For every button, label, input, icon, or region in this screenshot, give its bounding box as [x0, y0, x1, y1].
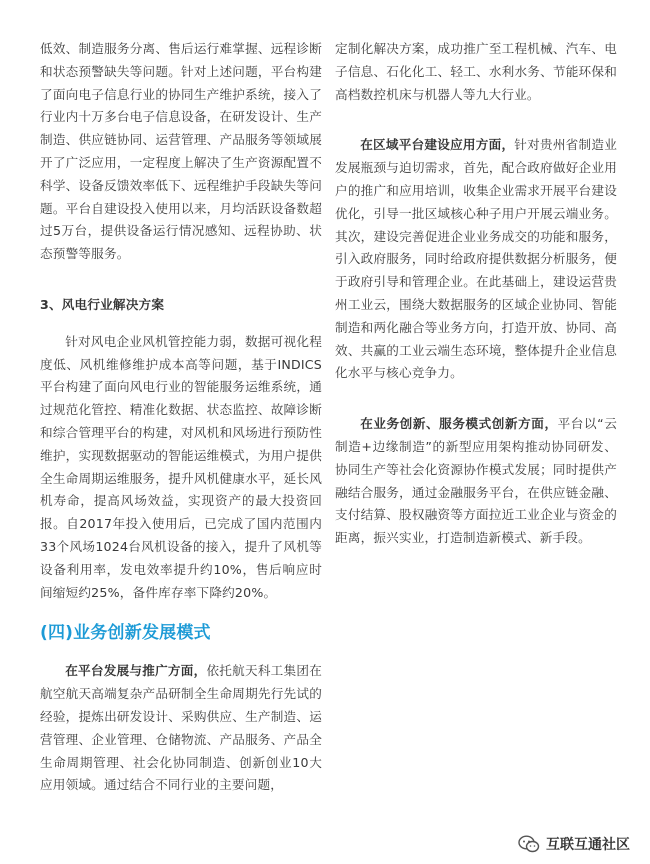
paragraph-platform-promotion: [40, 660, 322, 797]
text-regional-platform: 针对贵州省制造业发展瓶颈与迫切需求，首先，配合政府做好企业用户的推广和应用培训，收集企业需求开展平台建设优化，引导一批区域核心种子用户开展云端业务。其次，建设完善促进企业业务成交的功能和服务，引入政府服务，同时给政府提供数据分析服务，便于政府引导和管理企业。在此基础上，建设运营贵州工业云，围绕大数据服务的区域企业协同、智能制造和两化融合等业务方向，打造开放、协同、高效、共赢的工业云端生态环境，整体提升企业信息化水平与核心竞争力。: [335, 137, 617, 381]
paragraph-wind-power: 针对风电企业风机管控能力弱，数据可视化程度低、风机维修维护成本高等问题，基于INDICS平台构建了面向风电行业的智能服务运维系统，通过规范化管控、精准化数据、状态监控、故障诊断和综合管理平台的构建，对风机和风场进行预防性维护，实现数据驱动的智能运维模式，为用户提供全生命周期运维服务，提升风机健康水平，延长风机寿命，提高风场效益，实现资产的最大投资回报。自2017年投入使用后，已完成了国内范围内33个风场1024台风机设备的接入，提升了风机等设备利用率，发电效率提升约10%，售后响应时间缩短约25%，备件库存率下降约20%。: [40, 333, 322, 600]
footer-watermark: [518, 834, 630, 854]
lead-regional-platform: 在区域平台建设应用方面，: [360, 137, 515, 153]
right-column: [335, 38, 617, 550]
paragraph-service-innovation: [335, 413, 617, 550]
wechat-icon: [518, 835, 540, 853]
left-column: [40, 38, 322, 797]
paragraph-electronics-continued: 低效、制造服务分离、售后运行难掌握、远程诊断和状态预警缺失等问题。针对上述问题，平台构建了面向电子信息行业的协同生产维护系统，接入了行业内十万多台电子信息设备，在研发设计、生产制造、供应链协同、运营管理、产品服务等领域展开了广泛应用，一定程度上解决了生产资源配置不科学、设备反馈效率低下、远程维护手段缺失等问题。平台自建设投入使用以来，月均活跃设备数超过5万台，提供设备运行情况感知、远程协助、状态预警等服务。: [40, 41, 322, 262]
lead-platform-promotion: 在平台发展与推广方面，: [65, 663, 207, 679]
sub-heading-wind-power: 3、风电行业解决方案: [40, 296, 165, 312]
text-platform-promotion: 依托航天科工集团在航空航天高端复杂产品研制全生命周期先行先试的经验，提炼出研发设计、采购供应、生产制造、运营管理、企业管理、仓储物流、产品服务、产品全生命周期管理、社会化协同制造、创新创业10大应用领域。通过结合不同行业的主要问题，: [40, 663, 322, 793]
paragraph-industries-continued: 定制化解决方案，成功推广至工程机械、汽车、电子信息、石化化工、轻工、水利水务、节能环保和高档数控机床与机器人等九大行业。: [335, 41, 617, 102]
paragraph-regional-platform: [335, 134, 617, 385]
text-service-innovation: 平台以“云制造+边缘制造”的新型应用架构推动协同研发、协同生产等社会化资源协作模式发展；同时提供产融结合服务，通过金融服务平台，在供应链金融、支付结算、股权融资等方面拉近工业企业与资金的距离，振兴实业，打造制造新模式、新手段。: [335, 416, 617, 546]
section-heading-business-innovation: (四)业务创新发展模式: [40, 623, 211, 644]
lead-service-innovation: 在业务创新、服务模式创新方面，: [360, 416, 558, 432]
footer-label: 互联互通社区: [546, 837, 630, 853]
